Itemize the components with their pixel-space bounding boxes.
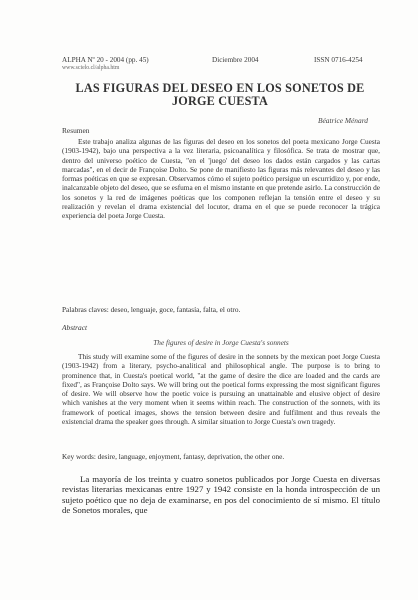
article-title: LAS FIGURAS DEL DESEO EN LOS SONETOS DE JORGE CUESTA [75,81,365,108]
abstract-text: This study will examine some of the figures of desire in the sonnets by the mexican poet Jorge Cuesta (1903-1942) from a literary, psycho-analitical and philosophical angle. The purpose is to bring to prominence that, in Cuesta's poetical world, "at the game of desire the dice are loaded and the cards are fixed", as Françoise Dolto says. We will bring out the poetical forms expressing the most significant figures of desire. We will observe how the poetic voice is pursuing an unattainable and elusive object of desire which vanishes at the very moment when it seems within reach. The construction of the sonnets, with its framework of poetical images, shows the tension between desire and fulfilment and thus reveals the existencial drama the speaker goes through. A similar situation to Jorge Cuesta's own tragedy. [62,352,380,427]
resumen-label: Resumen [62,126,90,135]
journal-header [62,56,380,78]
abstract-title: The figures of desire in Jorge Cuesta's sonnets [153,338,289,347]
abstract-label: Abstract [62,323,88,332]
body-paragraph: La mayoría de los treinta y cuatro sonetos publicados por Jorge Cuesta en diversas revistas literarias mexicanas entre 1927 y 1942 consiste en la honda introspección de un sujeto poético que no deja de examinarse, en pos del conocimiento de sí mismo. El título de Sonetos morales, que [62,474,380,516]
author-name: Béatrice Ménard [317,116,368,125]
journal-issue: ALPHA Nº 20 - 2004 (pp. 45) [62,56,149,64]
issue-date: Diciembre 2004 [212,56,259,64]
resumen-text: Este trabajo analiza algunas de las figuras del deseo en los sonetos del poeta mexicano Jorge Cuesta (1903-1942), bajo una perspectiva a la vez literaria, psicoanalítica y filosófica. Se trata de mostrar que, dentro del universo poético de Cuesta, "en el 'juego' del deseo los dados están cargados y las cartas marcadas", en el decir de Françoise Dolto. Se pone de manifiesto las figuras más relevantes del deseo y las formas poéticas en que se expresan. Observamos cómo el sujeto poético persigue un escurridizo y, por ende, inalcanzable objeto del deseo, que se esfuma en el mismo instante en que pretende asirlo. La construcción de los sonetos y la red de imágenes poéticas que los componen reflejan la tensión entre el deseo y su realización y revelan el drama existencial del locutor, drama en el que se puede reconocer la trágica experiencia del poeta Jorge Cuesta. [62,137,380,221]
keywords-spanish: Palabras claves: deseo, lenguaje, goce, fantasía, falta, el otro. [62,305,241,314]
keywords-english: Key words: desire, language, enjoyment, fantasy, deprivation, the other one. [62,452,285,461]
journal-url: www.scielo.cl/alpha.htm [62,65,120,71]
issn-number: ISSN 0716-4254 [314,56,363,64]
